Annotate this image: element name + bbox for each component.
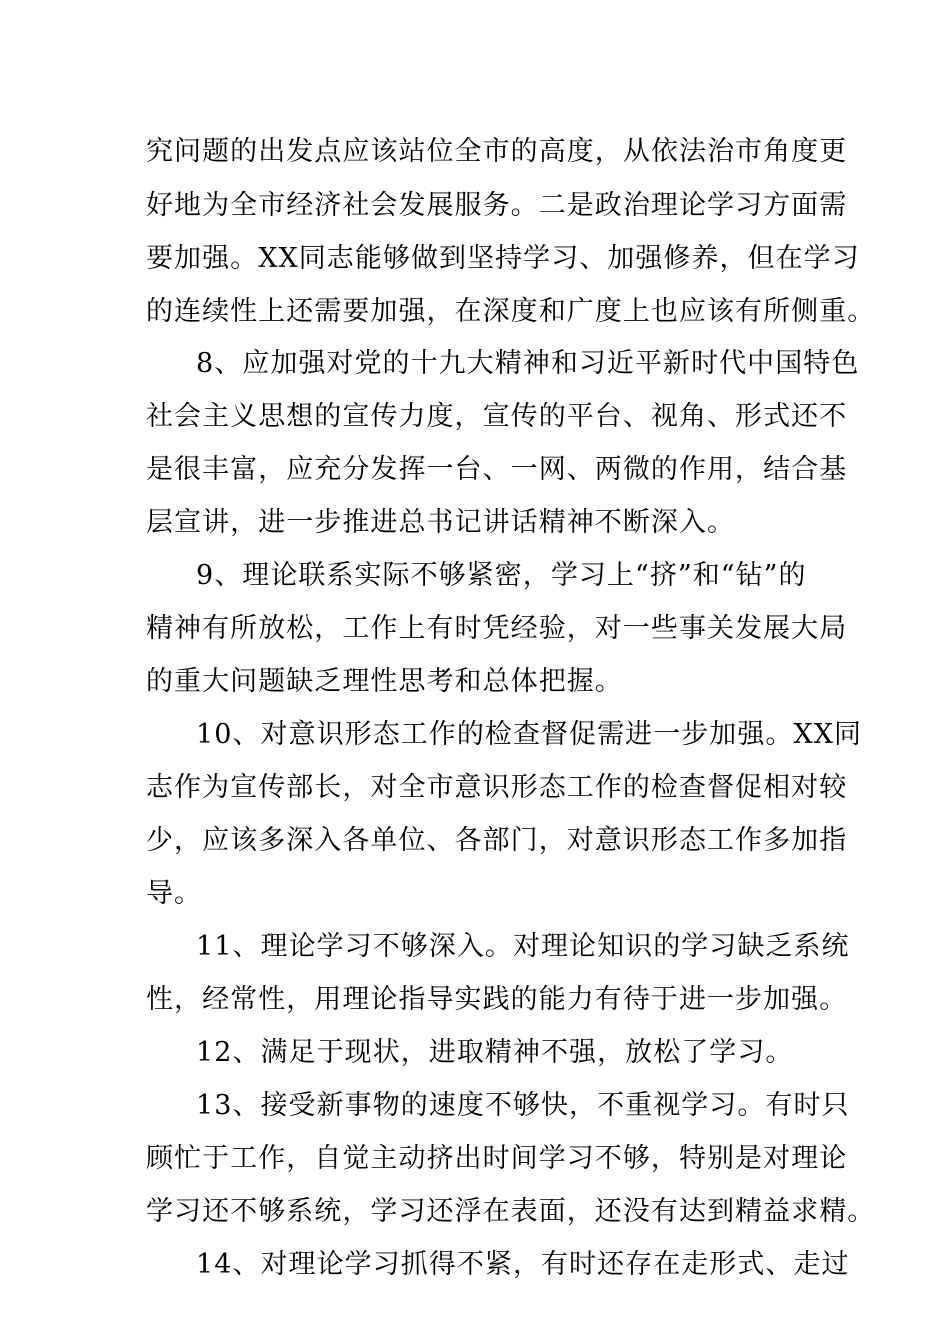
- text-line: 少，应该多深入各单位、各部门，对意识形态工作多加指: [146, 825, 848, 856]
- text-line: 导。: [146, 878, 203, 909]
- text-line: 的重大问题缺乏理性思考和总体把握。: [146, 666, 623, 697]
- text-line: 学习还不够系统，学习还浮在表面，还没有达到精益求精。: [146, 1196, 876, 1227]
- paragraph-first-line: 11、理论学习不够深入。对理论知识的学习缺乏系统: [196, 931, 850, 962]
- text-line: 的连续性上还需要加强，在深度和广度上也应该有所侧重。: [146, 296, 876, 327]
- paragraph-first-line: 13、接受新事物的速度不够快，不重视学习。有时只: [196, 1090, 850, 1121]
- text-line: 层宣讲，进一步推进总书记讲话精神不断深入。: [146, 507, 736, 538]
- text-line: 社会主义思想的宣传力度，宣传的平台、视角、形式还不: [146, 401, 848, 432]
- text-line: 精神有所放松，工作上有时凭经验，对一些事关发展大局: [146, 613, 848, 644]
- text-line: 是很丰富，应充分发挥一台、一网、两微的作用，结合基: [146, 454, 848, 485]
- paragraph-first-line: 8、应加强对党的十九大精神和习近平新时代中国特色: [196, 348, 860, 379]
- text-line: 志作为宣传部长，对全市意识形态工作的检查督促相对较: [146, 772, 848, 803]
- text-line: 要加强。XX同志能够做到坚持学习、加强修养，但在学习: [146, 243, 860, 274]
- text-line: 好地为全市经济社会发展服务。二是政治理论学习方面需: [146, 190, 848, 221]
- paragraph-first-line: 9、理论联系实际不够紧密，学习上“挤”和“钻”的: [196, 560, 807, 591]
- paragraph-first-line: 14、对理论学习抓得不紧，有时还存在走形式、走过: [196, 1249, 850, 1280]
- text-line: 究问题的出发点应该站位全市的高度，从依法治市角度更: [146, 136, 848, 167]
- paragraph-first-line: 12、满足于现状，进取精神不强，放松了学习。: [196, 1037, 794, 1068]
- text-line: 性，经常性，用理论指导实践的能力有待于进一步加强。: [146, 984, 848, 1015]
- paragraph-first-line: 10、对意识形态工作的检查督促需进一步加强。XX同: [196, 719, 863, 750]
- text-line: 顾忙于工作，自觉主动挤出时间学习不够，特别是对理论: [146, 1143, 848, 1174]
